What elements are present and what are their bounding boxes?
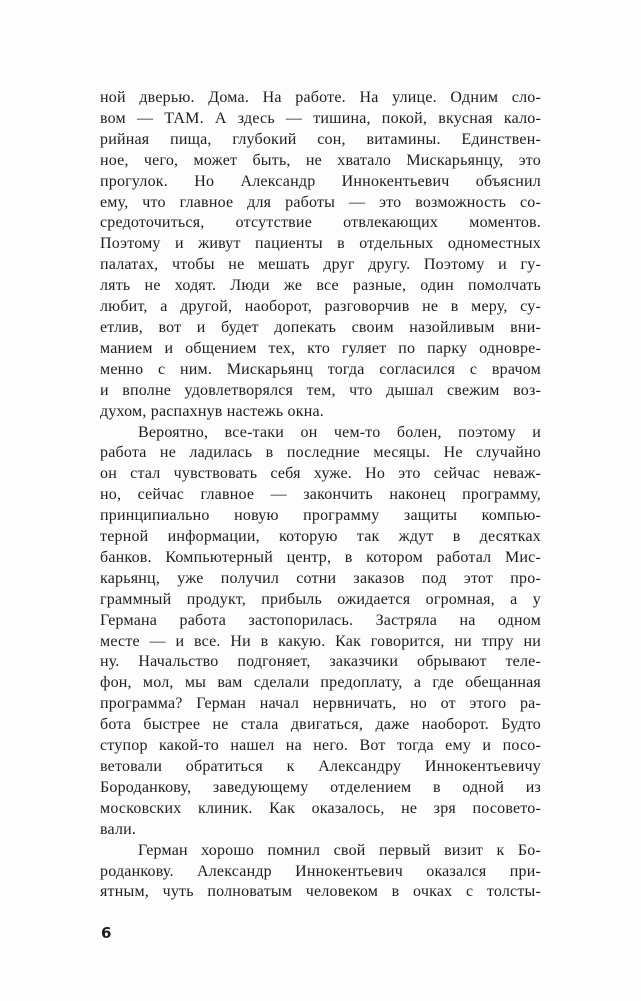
text-line: менно с ним. Мискарьянц тогда согласился с врачом [100,360,541,378]
text-line: Германа работа застопорилась. Застряла на одном [100,611,541,629]
text-line: любит, а другой, наоборот, разговорчив не в меру, су- [100,298,541,316]
text-line: ступор какой-то нашел на него. Вот тогда ему и посо- [100,737,541,755]
text-line: карьянц, уже получил сотни заказов под этот про- [100,569,541,587]
text-line: фон, мол, мы вам сделали предоплату, а где обещанная [100,674,541,692]
text-line: месте — и все. Ни в какую. Как говорится, ни тпру ни [100,632,541,650]
text-line: граммный продукт, прибыль ожидается огромная, а у [100,590,541,608]
text-line: лять не ходят. Люди же все разные, один помолчать [100,277,541,295]
text-line: ной дверью. Дома. На работе. На улице. Одним сло- [100,89,541,106]
text-line: роданкову. Александр Иннокентьевич оказался при- [100,862,541,880]
paragraph [100,88,541,423]
text-line: етлив, вот и будет допекать своим назойливым вни- [100,318,541,336]
text-line: московских клиник. Как оказалось, не зря посовето- [100,799,541,817]
paragraph [100,423,541,841]
text-line: вом — ТАМ. А здесь — тишина, покой, вкусная кало- [100,109,541,127]
text-line: палатах, чтобы не мешать друг другу. Поэтому и гу- [100,256,541,274]
text-line: терной информации, которую так ждут в десятках [100,528,541,546]
text-line: манием и общением тех, кто гуляет по парку одновре- [100,339,541,357]
text-line: Герман хорошо помнил свой первый визит к Бо- [138,841,541,859]
text-line: принципиально новую программу защиты компью- [100,507,541,525]
text-line: рийная пища, глубокий сон, витамины. Единствен- [100,130,541,148]
text-line: Бороданкову, заведующему отделением в одной из [100,778,541,796]
page-number: 6 [101,924,112,942]
text-line: Поэтому и живут пациенты в отдельных одноместных [100,235,541,253]
text-line: программа? Герман начал нервничать, но от этого ра- [100,695,541,713]
text-line: прогулок. Но Александр Иннокентьевич объяснил [100,172,541,190]
text-line: ятным, чуть полноватым человеком в очках с толсты- [100,883,541,901]
text-line: бота быстрее не стала двигаться, даже наоборот. Будто [100,716,541,734]
text-line: но, сейчас главное — закончить наконец программу, [100,486,541,504]
text-line: он стал чувствовать себя хуже. Но это сейчас неваж- [100,465,541,483]
text-line: ему, что главное для работы — это возможность со- [100,193,541,211]
text-line: вали. [100,820,137,838]
text-line: духом, распахнув настежь окна. [100,402,324,420]
paragraph [100,841,541,904]
text-line: ну. Начальство подгоняет, заказчики обрывают теле- [100,653,541,671]
text-line: Вероятно, все-таки он чем-то болен, поэтому и [138,423,541,441]
text-line: ветовали обратиться к Александру Иннокентьевичу [100,758,541,775]
text-line: ное, чего, может быть, не хватало Мискарьянцу, это [100,151,541,169]
text-line: и вполне удовлетворялся тем, что дышал свежим воз- [100,381,541,399]
text-line: банков. Компьютерный центр, в котором работал Мис- [100,548,541,566]
text-line: работа не ладилась в последние месяцы. Не случайно [100,444,541,462]
text-block [100,88,541,903]
text-line: средоточиться, отсутствие отвлекающих моментов. [100,214,541,232]
